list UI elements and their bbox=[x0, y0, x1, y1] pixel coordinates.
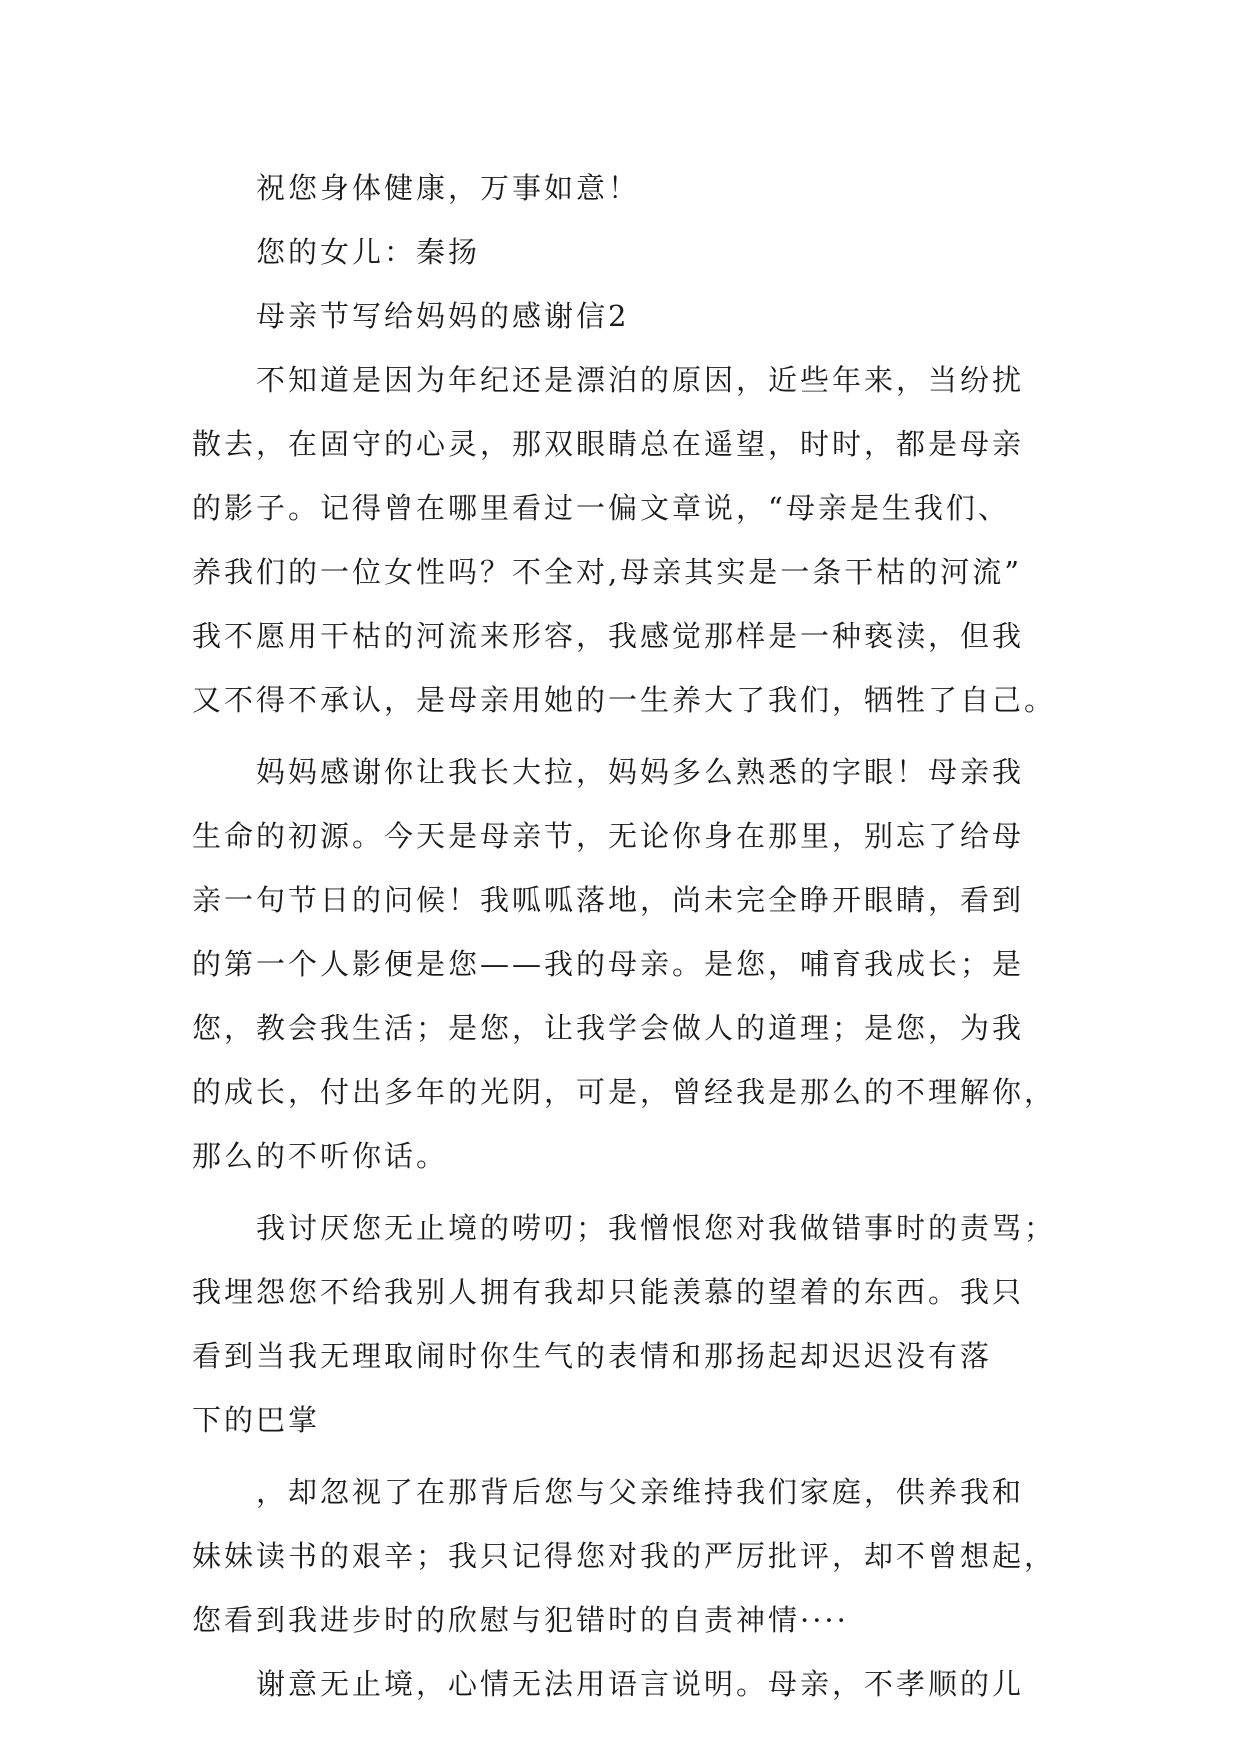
paragraph-3-line-4: 下的巴掌 bbox=[192, 1403, 321, 1437]
paragraph-2-line-3: 亲一句节日的问候！我呱呱落地，尚未完全睁开眼睛，看到 bbox=[192, 883, 1025, 917]
paragraph-3-line-1: 我讨厌您无止境的唠叨；我憎恨您对我做错事时的责骂； bbox=[256, 1211, 1057, 1245]
paragraph-2-line-7: 那么的不听你话。 bbox=[192, 1139, 449, 1173]
paragraph-5-line-1: 谢意无止境，心情无法用语言说明。母亲，不孝顺的儿 bbox=[256, 1667, 1025, 1701]
paragraph-2-line-5: 您，教会我生活；是您，让我学会做人的道理；是您，为我 bbox=[192, 1011, 1025, 1045]
paragraph-1-line-3: 的影子。记得曾在哪里看过一偏文章说，“母亲是生我们、 bbox=[192, 491, 1010, 525]
signature: 您的女儿：秦扬 bbox=[256, 235, 481, 269]
paragraph-1-line-4: 养我们的一位女性吗？不全对,母亲其实是一条干枯的河流” bbox=[192, 555, 1023, 589]
paragraph-2-line-1: 妈妈感谢你让我长大拉，妈妈多么熟悉的字眼！母亲我 bbox=[256, 755, 1025, 789]
paragraph-1-line-1: 不知道是因为年纪还是漂泊的原因，近些年来，当纷扰 bbox=[256, 363, 1025, 397]
paragraph-4-line-2: 妹妹读书的艰辛；我只记得您对我的严厉批评，却不曾想起， bbox=[192, 1539, 1057, 1573]
letter-body bbox=[192, 160, 1057, 1712]
paragraph-2-line-2: 生命的初源。今天是母亲节，无论你身在那里，别忘了给母 bbox=[192, 819, 1025, 853]
closing-wish: 祝您身体健康，万事如意！ bbox=[256, 171, 641, 205]
paragraph-4-line-1: ，却忽视了在那背后您与父亲维持我们家庭，供养我和 bbox=[256, 1475, 1025, 1509]
paragraph-4-line-3: 您看到我进步时的欣慰与犯错时的自责神情···· bbox=[192, 1603, 849, 1637]
paragraph-1-line-5: 我不愿用干枯的河流来形容，我感觉那样是一种亵渎，但我 bbox=[192, 619, 1025, 653]
paragraph-3-line-2: 我埋怨您不给我别人拥有我却只能羡慕的望着的东西。我只 bbox=[192, 1275, 1025, 1309]
section-title: 母亲节写给妈妈的感谢信2 bbox=[256, 299, 630, 333]
paragraph-1-line-2: 散去，在固守的心灵，那双眼睛总在遥望，时时，都是母亲 bbox=[192, 427, 1025, 461]
paragraph-2-line-4: 的第一个人影便是您——我的母亲。是您，哺育我成长；是 bbox=[192, 947, 1025, 981]
paragraph-2-line-6: 的成长，付出多年的光阴，可是，曾经我是那么的不理解你， bbox=[192, 1075, 1057, 1109]
paragraph-3-line-3: 看到当我无理取闹时你生气的表情和那扬起却迟迟没有落 bbox=[192, 1339, 993, 1373]
paragraph-1-line-6: 又不得不承认，是母亲用她的一生养大了我们，牺牲了自己。 bbox=[192, 683, 1057, 717]
